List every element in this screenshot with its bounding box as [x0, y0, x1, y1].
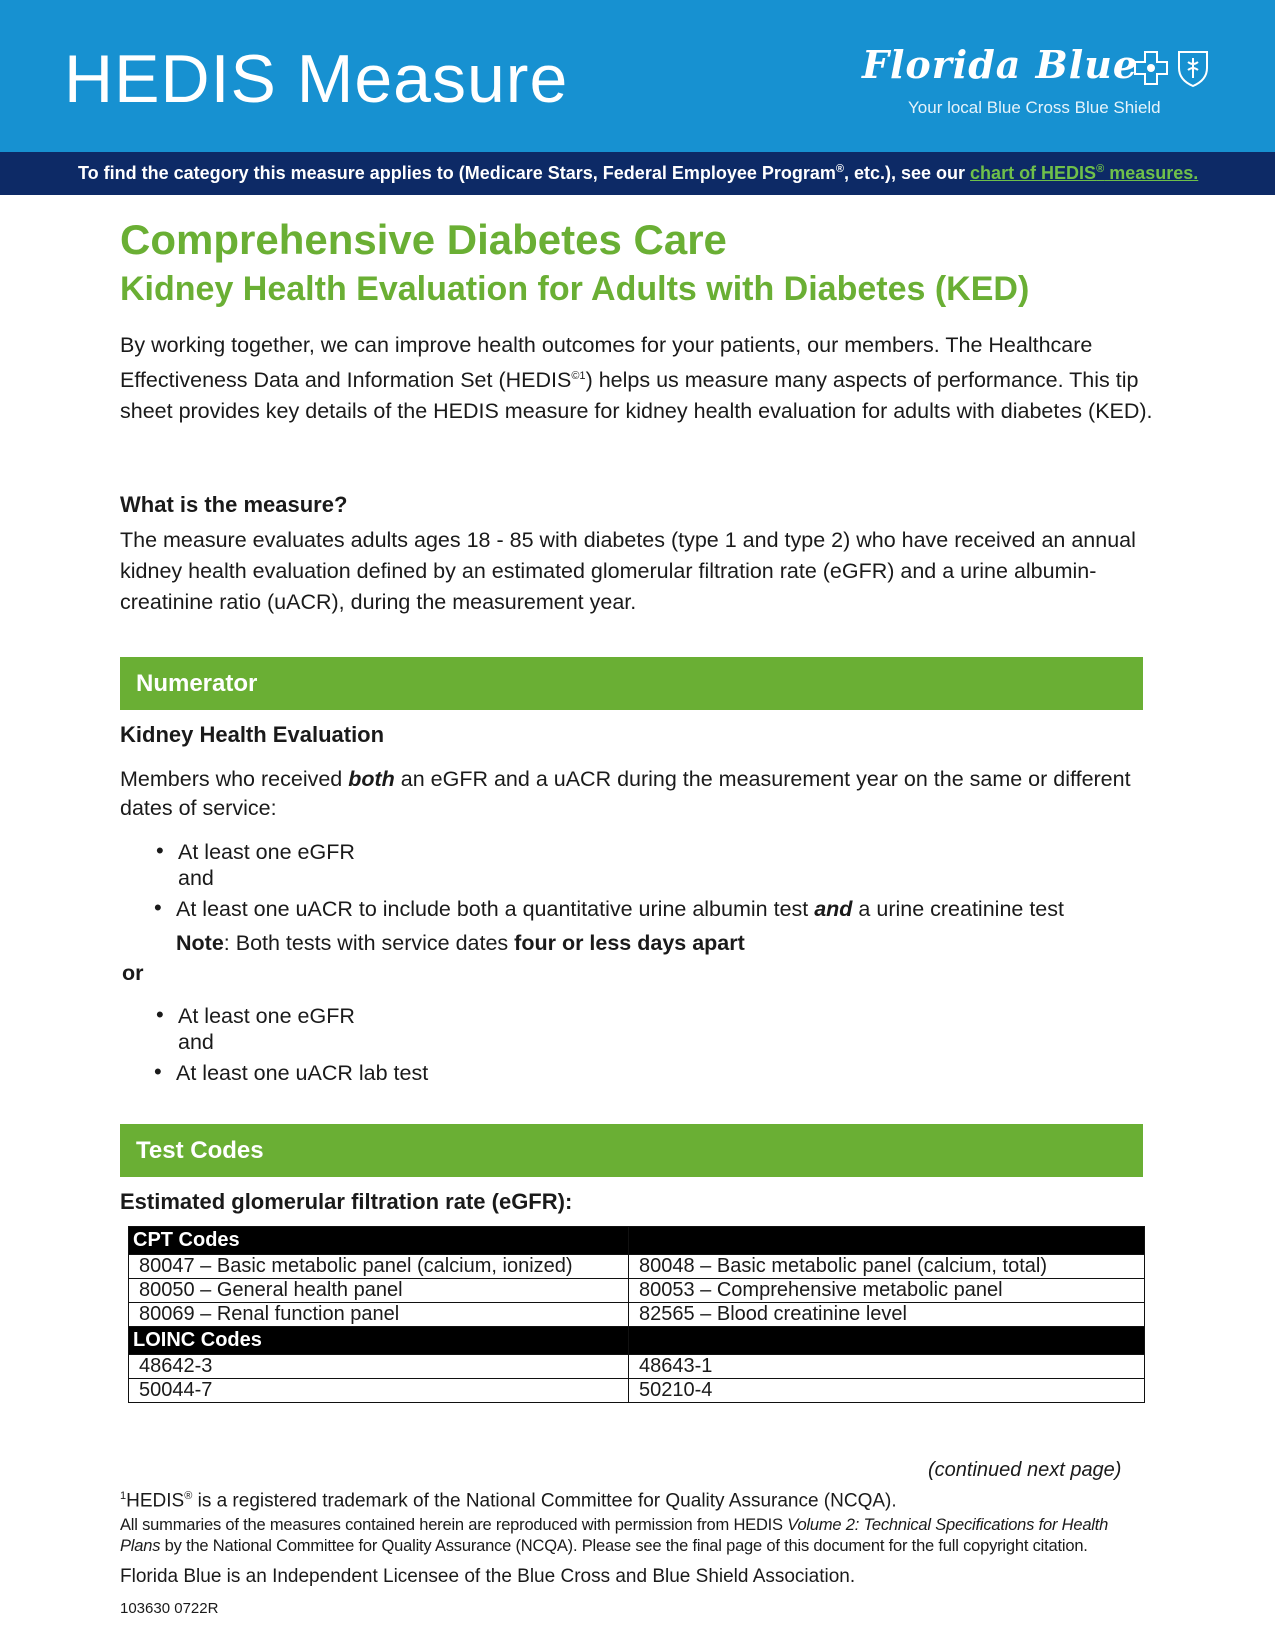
table-cell: 80053 – Comprehensive metabolic panel [629, 1279, 1145, 1303]
permission-footnote: All summaries of the measures contained herein are reproduced with permission from HEDIS Volume 2: Technical Specifications for Health Plans by the National Committee for Quality Assurance (NCQA). Please see the final page of this document for the full copyright citation. [120, 1516, 1109, 1555]
table-cell: 80048 – Basic metabolic panel (calcium, total) [629, 1255, 1145, 1279]
licensee-statement: Florida Blue is an Independent Licensee of the Blue Cross and Blue Shield Association. [120, 1566, 856, 1587]
bullet-icon: • [156, 838, 164, 863]
kidney-health-heading: Kidney Health Evaluation [120, 722, 385, 747]
measure-title: Comprehensive Diabetes Care [120, 216, 727, 263]
header-band [0, 0, 1275, 152]
table-header-cell [629, 1227, 1145, 1255]
table-cell: 80047 – Basic metabolic panel (calcium, ionized) [129, 1255, 629, 1279]
list-item-connector: and [178, 866, 214, 890]
table-row [129, 1279, 1145, 1303]
list-item: At least one eGFR [178, 840, 355, 864]
measure-description: The measure evaluates adults ages 18 - 85 with diabetes (type 1 and type 2) who have received an annual kidney health evaluation defined by an estimated glomerular filtration rate (eGFR) and a urine albumin-creatinine ratio (uACR), during the measurement year. [120, 528, 1136, 614]
hedis-chart-link[interactable]: chart of HEDIS® measures. [970, 163, 1199, 183]
category-notice: To find the category this measure applies to (Medicare Stars, Federal Employee Program®, etc.), see our chart of HEDIS® measures. [78, 163, 1199, 183]
bullet-icon: • [156, 1002, 164, 1027]
table-cell: 80050 – General health panel [129, 1279, 629, 1303]
blue-cross-shield-icon [1133, 48, 1213, 88]
cpt-codes-header: CPT Codes [129, 1227, 629, 1255]
trademark-footnote: $^1$HEDIS® is a registered trademark of the National Committee for Quality Assurance (NCQA). [120, 1490, 897, 1512]
intro-paragraph: By working together, we can improve health outcomes for your patients, our members. The Healthcare Effectiveness Data and Information Set $(HEDIS^{©1})$ helps us measure many aspects of performance. This tip sheet provides key details of the HEDIS measure for kidney health evaluation for adults with diabetes (KED). [120, 333, 1153, 424]
loinc-codes-header: LOINC Codes [129, 1327, 629, 1355]
brand-tagline: Your local Blue Cross Blue Shield [908, 98, 1161, 117]
table-header-row [129, 1327, 1145, 1355]
numerator-note: Note: Both tests with service dates four or less days apart [176, 931, 745, 955]
table-cell: 50044-7 [129, 1379, 629, 1403]
table-row [129, 1379, 1145, 1403]
table-row [129, 1355, 1145, 1379]
bullet-icon: • [154, 1059, 162, 1084]
or-separator: or [122, 961, 144, 985]
measure-subtitle: Kidney Health Evaluation for Adults with Diabetes (KED) [120, 270, 1030, 308]
table-cell: 48643-1 [629, 1355, 1145, 1379]
numerator-description: Members who received both an eGFR and a uACR during the measurement year on the same or different dates of service: [120, 767, 1131, 820]
brand-logo-text: Florida Blue [862, 42, 1138, 87]
category-notice-bar [0, 152, 1275, 195]
table-cell: 48642-3 [129, 1355, 629, 1379]
bullet-icon: • [154, 895, 162, 920]
table-header-cell [629, 1327, 1145, 1355]
test-codes-label: Test Codes [136, 1137, 264, 1164]
table-header-row [129, 1227, 1145, 1255]
list-item-connector: and [178, 1030, 214, 1054]
table-cell: 82565 – Blood creatinine level [629, 1303, 1145, 1327]
table-row [129, 1255, 1145, 1279]
egfr-heading: Estimated glomerular filtration rate (eGFR): [120, 1189, 573, 1214]
numerator-section-bar [120, 657, 1143, 710]
continued-note: (continued next page) [928, 1459, 1122, 1481]
list-item: At least one uACR to include both a quantitative urine albumin test and a urine creatinine test [176, 897, 1064, 921]
list-item: At least one eGFR [178, 1004, 355, 1028]
what-is-heading: What is the measure? [120, 492, 348, 517]
table-cell: 50210-4 [629, 1379, 1145, 1403]
table-cell: 80069 – Renal function panel [129, 1303, 629, 1327]
test-codes-section-bar [120, 1124, 1143, 1177]
list-item: At least one uACR lab test [176, 1061, 429, 1085]
table-row [129, 1303, 1145, 1327]
document-code: 103630 0722R [120, 1600, 219, 1617]
codes-table [128, 1226, 1145, 1403]
numerator-label: Numerator [136, 670, 258, 697]
page-title: HEDIS Measure [64, 41, 569, 117]
